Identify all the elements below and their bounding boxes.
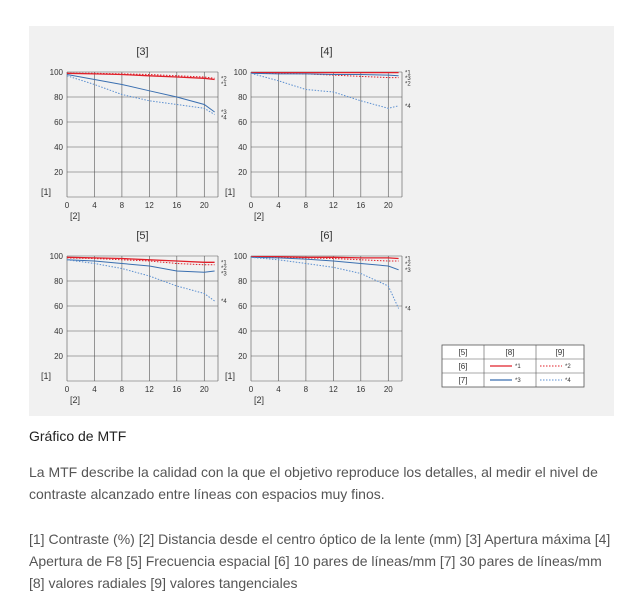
legend-series-name: *4	[565, 378, 571, 384]
y-tick-label: 40	[238, 327, 247, 336]
y-tick-label: 80	[54, 277, 63, 286]
y-tick-label: 60	[54, 118, 63, 127]
series-end-label: *4	[221, 299, 227, 305]
x-tick-label: 4	[276, 201, 281, 210]
mtf-charts-svg	[29, 26, 614, 416]
x-tick-label: 4	[276, 385, 281, 394]
x-tick-label: 0	[64, 201, 70, 210]
y-axis-label: [1]	[225, 187, 236, 197]
series-end-label: *4	[405, 103, 411, 110]
series-end-label: *3	[221, 271, 227, 278]
x-tick-label: 20	[383, 385, 393, 394]
x-axis-label: [2]	[253, 395, 265, 405]
legend-series-name: *3	[515, 378, 521, 384]
y-tick-label: 100	[233, 252, 247, 261]
caption-legend-text: [1] Contraste (%) [2] Distancia desde el centro óptico de la lente (mm) [3] Apertura máxima [4] Apertura de F8 [5] Frecuencia espacial [6] 10 pares de líneas/mm [7] 30 pares de líneas/mm [8] valores radiales [9] valores tangenciales	[29, 531, 611, 591]
x-axis-label: [2]	[69, 395, 81, 405]
x-tick-label: 4	[92, 385, 97, 394]
series-end-label: *1	[221, 260, 227, 267]
legend-row-label: [7]	[458, 376, 468, 385]
chart-title: [3]	[136, 46, 149, 58]
series-end-label: *3	[405, 267, 411, 274]
series-line-4	[67, 260, 215, 301]
series-line-4	[67, 76, 215, 115]
y-tick-label: 60	[54, 302, 63, 311]
y-tick-label: 100	[49, 68, 63, 77]
legend-header-cell: [5]	[458, 348, 468, 357]
series-end-label: *1	[405, 256, 411, 263]
x-tick-label: 8	[303, 201, 309, 210]
series-end-label: *2	[221, 76, 227, 83]
x-tick-label: 12	[144, 201, 154, 210]
y-tick-label: 100	[233, 68, 247, 77]
legend-header-cell: [8]	[505, 348, 515, 357]
x-axis-label: [2]	[253, 211, 265, 221]
x-tick-label: 0	[248, 201, 254, 210]
x-tick-label: 12	[328, 385, 338, 394]
x-tick-label: 4	[92, 201, 97, 210]
y-tick-label: 80	[238, 93, 247, 102]
y-tick-label: 40	[238, 143, 247, 152]
y-tick-label: 60	[238, 118, 247, 127]
series-end-label: *4	[221, 115, 227, 122]
legend-row-label: [6]	[458, 362, 468, 371]
series-end-label: *1	[221, 81, 227, 88]
y-tick-label: 40	[54, 327, 63, 336]
x-tick-label: 12	[144, 385, 154, 394]
y-axis-label: [1]	[41, 371, 52, 381]
series-end-label: *2	[221, 265, 227, 272]
y-tick-label: 80	[54, 93, 63, 102]
caption-title: Gráfico de MTF	[29, 428, 127, 444]
legend-series-name: *2	[565, 364, 571, 370]
y-axis-label: [1]	[41, 187, 52, 197]
x-tick-label: 0	[64, 385, 70, 394]
series-end-label: *3	[405, 76, 411, 83]
series-end-label: *2	[405, 81, 411, 88]
y-tick-label: 60	[238, 302, 247, 311]
y-tick-label: 80	[238, 277, 247, 286]
series-line-3	[251, 73, 399, 76]
y-tick-label: 40	[54, 143, 63, 152]
y-tick-label: 20	[238, 168, 247, 177]
x-tick-label: 8	[119, 201, 125, 210]
x-axis-label: [2]	[69, 211, 81, 221]
legend-series-name: *1	[515, 364, 521, 370]
x-tick-label: 16	[172, 385, 182, 394]
y-tick-label: 20	[54, 168, 63, 177]
x-tick-label: 16	[172, 201, 182, 210]
series-end-label: *4	[405, 306, 411, 313]
chart-title: [4]	[320, 46, 333, 58]
chart-title: [6]	[320, 230, 333, 242]
series-end-label: *1	[405, 70, 411, 77]
x-tick-label: 8	[303, 385, 309, 394]
y-tick-label: 20	[238, 352, 247, 361]
mtf-figure	[29, 26, 614, 416]
x-tick-label: 20	[383, 201, 393, 210]
x-tick-label: 8	[119, 385, 125, 394]
caption-description: La MTF describe la calidad con la que el objetivo reproduce los detalles, al medir el nivel de contraste alcanzado entre líneas con espacios muy finos.	[29, 464, 598, 502]
y-tick-label: 100	[49, 252, 63, 261]
y-axis-label: [1]	[225, 371, 236, 381]
y-tick-label: 20	[54, 352, 63, 361]
x-tick-label: 0	[248, 385, 254, 394]
series-line-4	[251, 73, 399, 108]
x-tick-label: 16	[356, 385, 366, 394]
series-end-label: *3	[221, 110, 227, 116]
series-end-label: *2	[405, 262, 411, 268]
legend-header-cell: [9]	[555, 348, 565, 357]
x-tick-label: 20	[199, 385, 209, 394]
x-tick-label: 20	[199, 201, 209, 210]
x-tick-label: 16	[356, 201, 366, 210]
chart-title: [5]	[136, 230, 149, 242]
x-tick-label: 12	[328, 201, 338, 210]
